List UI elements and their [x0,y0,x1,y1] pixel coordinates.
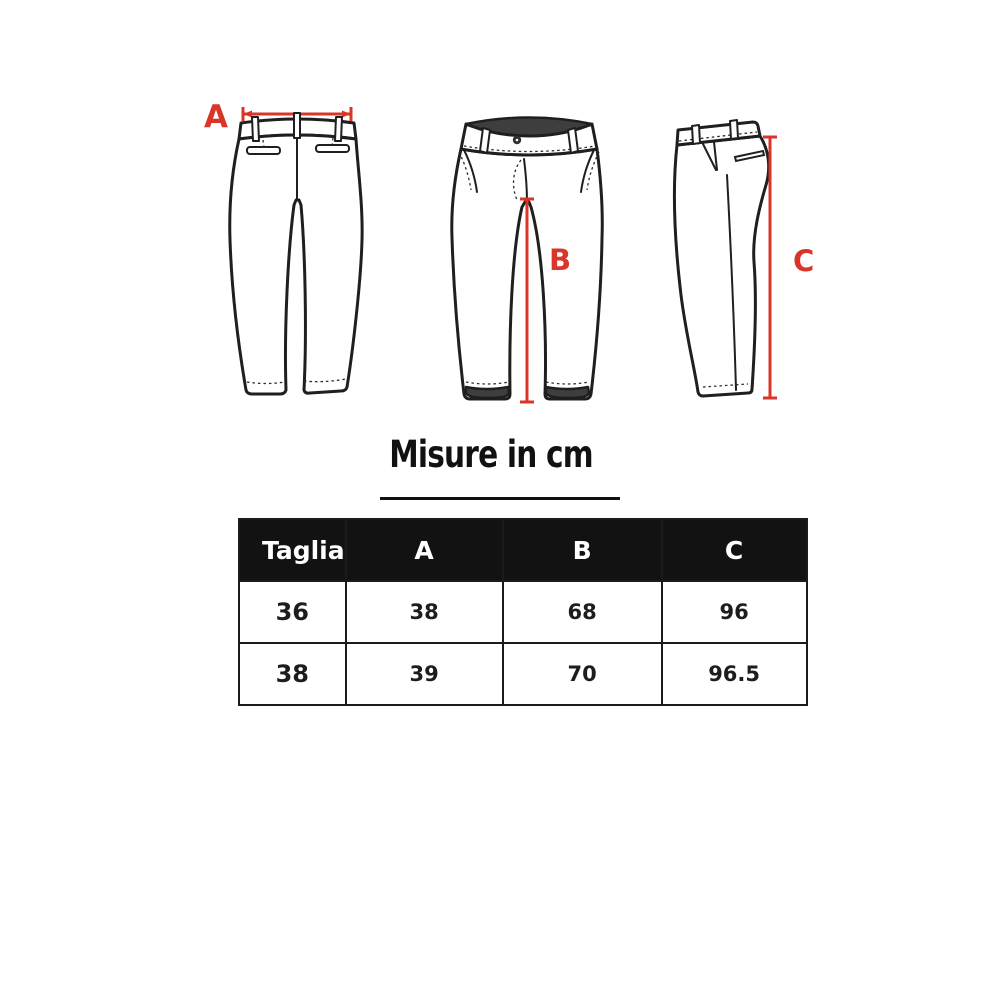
measure-c-value: 96.5 [662,643,807,705]
pants-front-view-drawing [445,95,635,415]
column-header-b: B [503,519,662,581]
measure-a-value: 38 [346,581,503,643]
size-row-38 [239,643,807,705]
measure-label-c: C [793,244,815,278]
column-header-taglia: Taglia [239,519,346,581]
measure-label-b: B [549,243,572,277]
measure-c-value: 96 [662,581,807,643]
measure-label-a: A [204,99,228,135]
front-hem-left [466,387,509,398]
size-table [238,518,808,706]
column-header-c: C [662,519,807,581]
pants-back-view-drawing [200,95,390,415]
measure-line-b [520,199,534,402]
measure-a-value: 39 [346,643,503,705]
size-table-header-row [239,519,807,581]
measure-b-value: 68 [503,581,662,643]
size-row-36 [239,581,807,643]
size-value: 38 [239,643,346,705]
measure-b-value: 70 [503,643,662,705]
column-header-a: A [346,519,503,581]
title-underline [380,497,620,500]
size-value: 36 [239,581,346,643]
front-hem-right [546,387,589,398]
back-body [230,135,362,394]
side-body [674,136,768,396]
page-title: Misure in cm [389,433,593,476]
